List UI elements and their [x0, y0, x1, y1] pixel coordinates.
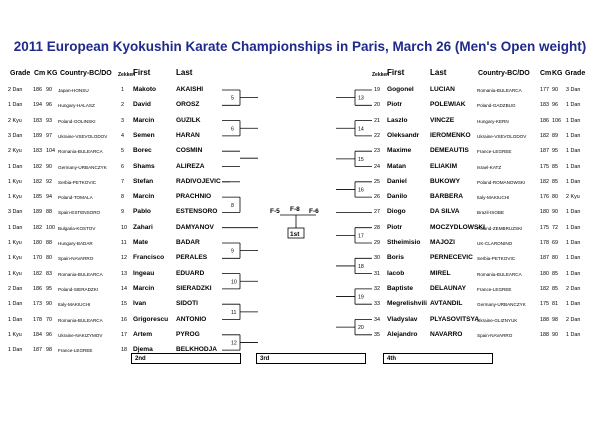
- left-kg-cell: 93: [46, 117, 52, 124]
- right-z-cell: 25: [374, 178, 380, 185]
- left-country-cell: Poland-GOLINSKI: [58, 118, 96, 124]
- right-kg-cell: 96: [552, 102, 558, 109]
- left-last-cell: PYROG: [176, 330, 200, 338]
- right-kg-cell: 106: [552, 117, 561, 124]
- right-country-cell: UK-CLARONINO: [477, 241, 513, 246]
- right-grade-cell: 1 Dan: [566, 209, 581, 216]
- right-last-cell: DEMEAUTIS: [430, 147, 469, 155]
- left-z-cell: 13: [121, 270, 127, 277]
- header-grade-right: Grade: [565, 70, 586, 77]
- right-grade-cell: 1 Dan: [566, 301, 581, 308]
- bout-10: 10: [231, 279, 237, 286]
- right-last-cell: LUCIAN: [430, 86, 455, 93]
- left-first-cell: Mate: [133, 239, 149, 246]
- left-kg-cell: 92: [46, 178, 52, 185]
- left-z-cell: 15: [121, 301, 127, 308]
- right-grade-cell: 1 Dan: [566, 224, 581, 231]
- left-grade-cell: 2 Kyu: [8, 148, 22, 155]
- right-last-cell: PLYASOVITSYA: [430, 315, 480, 323]
- right-kg-cell: 80: [552, 255, 558, 262]
- header-cm: Cm: [34, 70, 46, 77]
- right-z-cell: 21: [374, 117, 380, 124]
- right-last-cell: DELAUNAY: [430, 284, 467, 292]
- right-country-cell: Poland-ROMANOWSKI: [477, 179, 526, 185]
- right-z-cell: 29: [374, 240, 380, 246]
- right-grade-cell: 1 Dan: [566, 240, 581, 246]
- right-country-cell: Serbia-PETKOVIC: [477, 256, 516, 262]
- left-z-cell: 9: [121, 209, 124, 216]
- right-last-cell: NAVARRO: [430, 330, 463, 338]
- right-grade-cell: 1 Dan: [566, 148, 581, 155]
- right-first-cell: Maxime: [387, 147, 412, 155]
- right-last-cell: BUKOWY: [430, 177, 461, 185]
- bout-9: 9: [231, 248, 234, 255]
- left-last-cell: BELKHODJA: [176, 346, 218, 354]
- right-grade-cell: 1 Dan: [566, 255, 581, 262]
- bout-19: 19: [358, 294, 364, 301]
- left-first-cell: Marcin: [133, 284, 155, 292]
- right-country-cell: France-LEGREE: [477, 149, 512, 155]
- page-title: 2011 European Kyokushin Karate Championships in Paris, March 26 (Men's Open weight): [13, 39, 587, 54]
- left-first-cell: Borec: [133, 147, 152, 155]
- left-first-cell: Artem: [133, 330, 153, 338]
- right-country-cell: Poland-GADZBUG: [477, 103, 516, 109]
- left-country-cell: Romania-BULEARCA: [58, 317, 103, 323]
- right-z-cell: 30: [374, 255, 380, 262]
- header-kg: KG: [47, 70, 58, 77]
- left-kg-cell: 83: [46, 270, 52, 277]
- right-first-cell: Daniel: [387, 177, 407, 185]
- left-z-cell: 12: [121, 255, 127, 262]
- bout-13: 13: [358, 95, 364, 102]
- header-last-right: Last: [430, 68, 447, 77]
- left-grade-cell: 1 Dan: [8, 316, 23, 323]
- right-last-cell: MIREL: [430, 269, 451, 277]
- right-first-cell: Matan: [387, 162, 407, 170]
- left-country-cell: Poland-SIERADZKI: [58, 286, 99, 292]
- left-country-cell: Spain-ESTENSORO: [58, 210, 101, 216]
- bout-15: 15: [358, 156, 364, 163]
- left-first-cell: Pablo: [133, 208, 151, 216]
- left-cm-cell: 180: [33, 240, 42, 246]
- right-z-cell: 35: [374, 331, 380, 338]
- right-grade-cell: 1 Dan: [566, 331, 581, 338]
- left-country-cell: Poland-TOMALA: [58, 195, 93, 201]
- right-first-cell: Oleksandr: [387, 131, 420, 139]
- left-last-cell: OROSZ: [176, 101, 200, 109]
- right-kg-cell: 69: [552, 240, 558, 246]
- bout-14: 14: [358, 126, 364, 133]
- left-grade-cell: 3 Dan: [8, 209, 23, 216]
- left-z-cell: 11: [121, 240, 127, 246]
- left-grade-cell: 1 Kyu: [8, 255, 22, 262]
- left-country-cell: Hungary-BADAR: [58, 241, 93, 246]
- left-country-cell: Romania-BULEARCA: [58, 271, 103, 277]
- left-grade-cell: 1 Dan: [8, 224, 23, 231]
- left-cm-cell: 189: [33, 209, 42, 216]
- right-country-cell: Spain-NAVARRO: [477, 332, 513, 338]
- left-country-cell: Hungary-HALASZ: [58, 103, 95, 109]
- right-grade-cell: 1 Dan: [566, 270, 581, 277]
- right-kg-cell: 81: [552, 301, 558, 308]
- left-grade-cell: 1 Kyu: [8, 178, 22, 185]
- right-z-cell: 34: [374, 316, 380, 323]
- fourth-place-box: 4th: [383, 353, 493, 364]
- left-z-cell: 7: [121, 178, 124, 185]
- left-kg-cell: 90: [46, 87, 52, 93]
- left-first-cell: David: [133, 101, 151, 109]
- right-kg-cell: 90: [552, 209, 558, 216]
- header-zekken: Zekken: [118, 72, 136, 78]
- left-country-cell: Serbia-PETKOVIC: [58, 179, 97, 185]
- right-cm-cell: 182: [540, 132, 549, 139]
- right-last-cell: ELIAKIM: [430, 162, 458, 170]
- left-last-cell: GUZILK: [176, 116, 201, 124]
- right-first-cell: Laszlo: [387, 116, 408, 124]
- right-first-cell: Danilo: [387, 193, 408, 201]
- right-first-cell: Vladyslav: [387, 315, 418, 323]
- right-last-cell: IEROMENKO: [430, 131, 471, 139]
- final-f8: F-8: [290, 206, 300, 213]
- left-grade-cell: 3 Dan: [8, 132, 23, 139]
- left-country-cell: Romania-BULEARCA: [58, 149, 103, 155]
- right-first-cell: Gogonel: [387, 86, 414, 93]
- right-first-cell: Piotr: [387, 223, 403, 231]
- right-cm-cell: 182: [540, 285, 549, 292]
- right-cm-cell: 187: [540, 255, 549, 262]
- right-z-cell: 31: [374, 270, 380, 277]
- header-last: Last: [176, 68, 193, 77]
- right-z-cell: 26: [374, 194, 380, 201]
- header-zekken-right: Zekken: [372, 72, 390, 78]
- left-kg-cell: 94: [46, 194, 52, 201]
- left-last-cell: SIDOTI: [176, 300, 198, 308]
- left-cm-cell: 183: [33, 148, 42, 155]
- left-grade-cell: 2 Dan: [8, 87, 23, 93]
- left-grade-cell: 1 Kyu: [8, 270, 22, 277]
- second-place-box: 2nd: [131, 353, 241, 364]
- left-first-cell: Zahari: [133, 223, 153, 231]
- right-grade-cell: 1 Dan: [566, 117, 581, 124]
- header-first-right: First: [387, 68, 405, 77]
- left-z-cell: 3: [121, 117, 124, 124]
- left-kg-cell: 88: [46, 240, 52, 246]
- left-last-cell: BADAR: [176, 239, 200, 246]
- right-first-cell: Baptiste: [387, 284, 414, 292]
- right-kg-cell: 90: [552, 331, 558, 338]
- right-z-cell: 20: [374, 102, 380, 109]
- left-z-cell: 1: [121, 87, 124, 93]
- right-kg-cell: 90: [552, 87, 558, 93]
- left-grade-cell: 1 Kyu: [8, 194, 22, 201]
- left-last-cell: RADIVOJEVIC: [176, 177, 221, 185]
- bout-11: 11: [231, 309, 237, 316]
- left-cm-cell: 186: [33, 87, 42, 93]
- right-kg-cell: 85: [552, 270, 558, 277]
- left-cm-cell: 185: [33, 194, 42, 201]
- left-first-cell: Djema: [133, 346, 153, 354]
- left-kg-cell: 80: [46, 255, 52, 262]
- right-cm-cell: 180: [540, 209, 549, 216]
- left-cm-cell: 182: [33, 224, 42, 231]
- right-country-cell: Germany-URBANCZYK: [477, 302, 526, 308]
- right-grade-cell: 2 Dan: [566, 285, 581, 292]
- right-last-cell: VINCZE: [430, 116, 455, 124]
- left-grade-cell: 1 Dan: [8, 347, 23, 354]
- left-grade-cell: 1 Dan: [8, 163, 23, 170]
- left-grade-cell: 1 Kyu: [8, 331, 22, 338]
- left-kg-cell: 70: [46, 316, 52, 323]
- bout-17: 17: [358, 233, 364, 240]
- bout-18: 18: [358, 263, 364, 270]
- right-kg-cell: 85: [552, 178, 558, 185]
- right-kg-cell: 89: [552, 132, 558, 139]
- left-country-cell: Italy-MAKIUCHI: [58, 302, 91, 308]
- left-last-cell: DAMYANOV: [176, 223, 214, 231]
- bout-5: 5: [231, 95, 234, 102]
- right-last-cell: BARBERA: [430, 193, 463, 201]
- right-last-cell: POLEWIAK: [430, 101, 466, 109]
- right-kg-cell: 80: [552, 194, 558, 201]
- left-kg-cell: 96: [46, 102, 52, 109]
- left-country-cell: Ukraine-NAKIZYMOV: [58, 332, 103, 338]
- left-last-cell: PRACHNIO: [176, 193, 212, 201]
- header-grade: Grade: [10, 70, 31, 77]
- right-z-cell: 19: [374, 87, 380, 93]
- right-cm-cell: 182: [540, 178, 549, 185]
- right-cm-cell: 175: [540, 224, 549, 231]
- left-first-cell: Makoto: [133, 86, 157, 93]
- left-z-cell: 14: [121, 285, 127, 292]
- right-z-cell: 28: [374, 224, 380, 231]
- left-grade-cell: 1 Dan: [8, 301, 23, 308]
- left-grade-cell: 2 Kyu: [8, 117, 22, 124]
- left-cm-cell: 170: [33, 255, 42, 262]
- left-z-cell: 17: [121, 331, 127, 338]
- right-cm-cell: 175: [540, 301, 549, 308]
- left-first-cell: Ivan: [133, 300, 147, 308]
- left-country-cell: Bulgaria-KOSTOV: [58, 225, 96, 231]
- left-z-cell: 18: [121, 347, 127, 354]
- right-z-cell: 33: [374, 301, 380, 308]
- right-cm-cell: 175: [540, 163, 549, 170]
- left-z-cell: 6: [121, 163, 124, 170]
- left-last-cell: SIERADZKI: [176, 284, 212, 292]
- right-cm-cell: 188: [540, 316, 549, 323]
- left-grade-cell: 1 Kyu: [8, 240, 22, 246]
- right-kg-cell: 98: [552, 316, 558, 323]
- right-cm-cell: 176: [540, 194, 549, 201]
- final-f5: F-5: [270, 208, 280, 215]
- bout-12: 12: [231, 340, 237, 347]
- right-country-cell: Brazil-ISOBE: [477, 210, 505, 216]
- left-kg-cell: 88: [46, 209, 52, 216]
- left-cm-cell: 187: [33, 347, 42, 354]
- left-z-cell: 10: [121, 224, 127, 231]
- left-first-cell: Ingeau: [133, 269, 155, 277]
- right-z-cell: 22: [374, 132, 380, 139]
- right-country-cell: Poland-ZEMBRUZSKI: [477, 225, 523, 231]
- right-first-cell: Diogo: [387, 208, 406, 216]
- left-first-cell: Francisco: [133, 254, 165, 262]
- right-first-cell: Alejandro: [387, 330, 418, 338]
- left-kg-cell: 100: [46, 224, 55, 231]
- left-country-cell: Spain-NAVARRO: [58, 256, 94, 262]
- left-last-cell: COSMIN: [176, 147, 203, 155]
- third-place-box: 3rd: [256, 353, 366, 364]
- left-country-cell: Ukraine-VSEVOLODOV: [58, 133, 108, 139]
- right-grade-cell: 3 Dan: [566, 87, 581, 93]
- first-place-label: 1st: [290, 231, 300, 238]
- left-last-cell: ANTONIO: [176, 315, 207, 323]
- final-f6: F-6: [309, 208, 319, 215]
- header-cm-right: Cm: [540, 70, 552, 77]
- right-grade-cell: 2 Dan: [566, 316, 581, 323]
- right-grade-cell: 1 Dan: [566, 132, 581, 139]
- right-last-cell: DA SILVA: [430, 208, 460, 216]
- left-cm-cell: 189: [33, 132, 42, 139]
- left-first-cell: Shams: [133, 162, 155, 170]
- left-cm-cell: 182: [33, 163, 42, 170]
- header-first: First: [133, 68, 151, 77]
- right-z-cell: 32: [374, 285, 380, 292]
- right-cm-cell: 188: [540, 331, 549, 338]
- right-country-cell: Italy-MAKIUCHI: [477, 195, 510, 201]
- right-country-cell: Ukraine-GLIZNYUK: [477, 317, 518, 323]
- left-first-cell: Semen: [133, 131, 155, 139]
- left-cm-cell: 182: [33, 178, 42, 185]
- left-kg-cell: 98: [46, 347, 52, 354]
- right-first-cell: Piotr: [387, 101, 403, 109]
- left-last-cell: ESTENSORO: [176, 208, 218, 216]
- left-first-cell: Stefan: [133, 177, 154, 185]
- right-z-cell: 23: [374, 148, 380, 155]
- right-last-cell: AVTANDIL: [430, 300, 463, 308]
- left-last-cell: HARAN: [176, 131, 200, 139]
- left-kg-cell: 97: [46, 132, 52, 139]
- right-first-cell: Stheimisio: [387, 239, 421, 246]
- bout-8: 8: [231, 202, 234, 209]
- left-cm-cell: 184: [33, 331, 42, 338]
- left-cm-cell: 182: [33, 270, 42, 277]
- left-kg-cell: 90: [46, 301, 52, 308]
- right-grade-cell: 1 Dan: [566, 102, 581, 109]
- bout-6: 6: [231, 126, 234, 133]
- left-country-cell: France-LEGREE: [58, 348, 93, 354]
- bout-20: 20: [358, 325, 364, 332]
- right-country-cell: Israel-KATZ: [477, 164, 502, 170]
- left-cm-cell: 186: [33, 285, 42, 292]
- left-country-cell: Japan-HONSU: [58, 88, 89, 93]
- left-z-cell: 16: [121, 316, 127, 323]
- right-cm-cell: 183: [540, 102, 549, 109]
- right-first-cell: Megrelishvili: [387, 300, 427, 308]
- left-grade-cell: 2 Dan: [8, 285, 23, 292]
- left-first-cell: Grigorescu: [133, 315, 169, 323]
- left-cm-cell: 173: [33, 301, 42, 308]
- header-country: Country-BC/DO: [60, 70, 112, 77]
- right-country-cell: Hungary-KERN: [477, 118, 509, 124]
- right-z-cell: 24: [374, 163, 380, 170]
- right-cm-cell: 186: [540, 117, 549, 124]
- left-last-cell: ALIREZA: [176, 162, 205, 170]
- right-kg-cell: 72: [552, 224, 558, 231]
- right-cm-cell: 178: [540, 240, 549, 246]
- left-cm-cell: 178: [33, 316, 42, 323]
- right-cm-cell: 180: [540, 270, 549, 277]
- left-kg-cell: 96: [46, 331, 52, 338]
- right-kg-cell: 95: [552, 148, 558, 155]
- left-last-cell: EDUARD: [176, 269, 205, 277]
- left-kg-cell: 95: [46, 285, 52, 292]
- right-last-cell: MOCZYDLOWSKI: [430, 223, 485, 231]
- right-z-cell: 27: [374, 209, 380, 216]
- right-country-cell: Ukraine-VSEVOLODOV: [477, 133, 527, 139]
- right-kg-cell: 85: [552, 285, 558, 292]
- left-first-cell: Marcin: [133, 116, 155, 124]
- left-z-cell: 5: [121, 148, 124, 155]
- left-last-cell: PERALES: [176, 254, 208, 262]
- left-z-cell: 4: [121, 132, 124, 139]
- left-grade-cell: 1 Dan: [8, 102, 23, 109]
- right-last-cell: MAJOZI: [430, 239, 455, 246]
- right-first-cell: Boris: [387, 254, 404, 262]
- left-kg-cell: 104: [46, 148, 55, 155]
- right-cm-cell: 177: [540, 87, 549, 93]
- right-grade-cell: 1 Dan: [566, 178, 581, 185]
- left-z-cell: 2: [121, 102, 124, 109]
- right-grade-cell: 1 Dan: [566, 163, 581, 170]
- header-country-right: Country-BC/DO: [478, 70, 530, 77]
- right-last-cell: PERNECEVIC: [430, 254, 473, 262]
- left-country-cell: Germany-URBANCZYK: [58, 164, 107, 170]
- left-z-cell: 8: [121, 194, 124, 201]
- left-kg-cell: 90: [46, 163, 52, 170]
- right-kg-cell: 85: [552, 163, 558, 170]
- right-country-cell: Romania-BULEARCA: [477, 88, 522, 93]
- left-first-cell: Marcin: [133, 193, 155, 201]
- left-last-cell: AKAISHI: [176, 86, 204, 93]
- right-country-cell: France-LEGREE: [477, 286, 512, 292]
- header-kg-right: KG: [552, 70, 563, 77]
- left-cm-cell: 194: [33, 102, 42, 109]
- right-grade-cell: 2 Kyu: [566, 194, 580, 201]
- right-first-cell: Iacob: [387, 269, 405, 277]
- right-country-cell: Romania-BULEARCA: [477, 271, 522, 277]
- left-cm-cell: 183: [33, 117, 42, 124]
- bout-16: 16: [358, 187, 364, 194]
- right-cm-cell: 187: [540, 148, 549, 155]
